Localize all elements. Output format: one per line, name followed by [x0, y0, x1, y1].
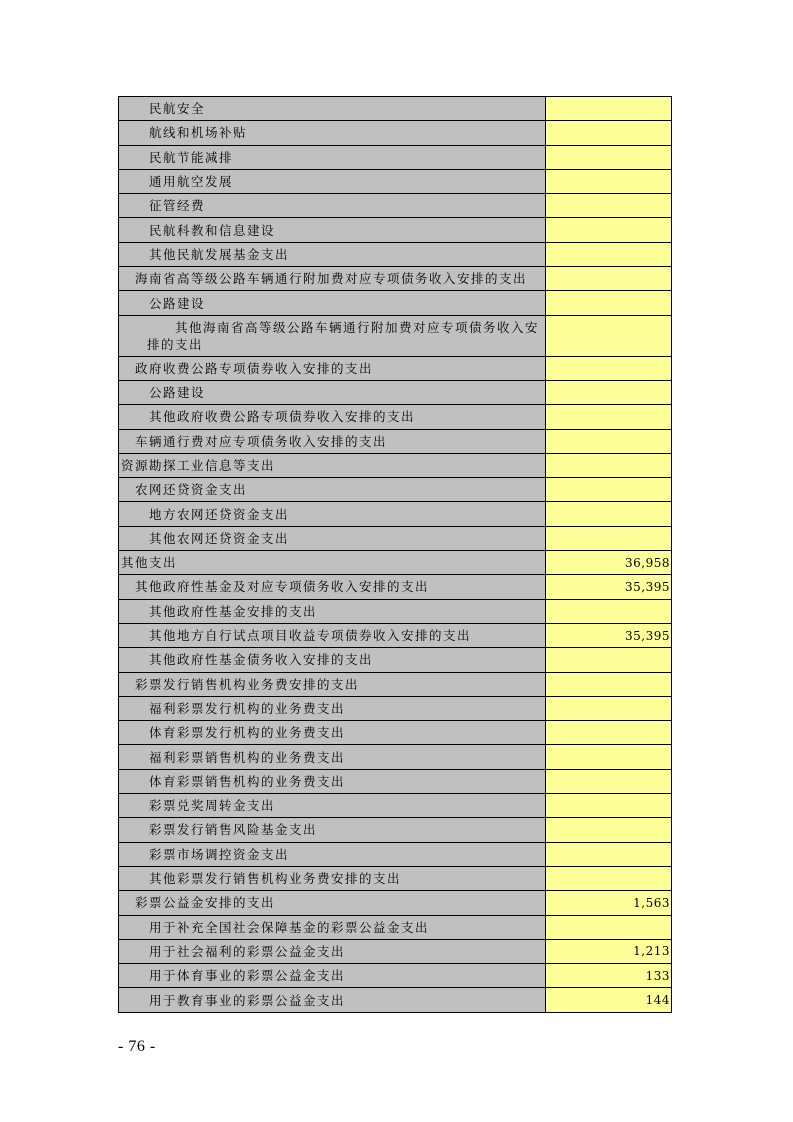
- table-row: [119, 526, 672, 550]
- table-row: [119, 672, 672, 696]
- item-name-cell: [119, 291, 546, 315]
- item-name: 民航节能减排: [149, 149, 234, 165]
- amount-cell: [546, 169, 672, 193]
- amount-cell: [546, 242, 672, 266]
- amount-cell: [546, 526, 672, 550]
- table-row: [119, 915, 672, 939]
- amount-cell: [546, 818, 672, 842]
- table-row: [119, 648, 672, 672]
- table-row: [119, 218, 672, 242]
- table-row: [119, 623, 672, 647]
- item-name-cell: [119, 891, 546, 915]
- amount-cell: [546, 478, 672, 502]
- table-row: [119, 315, 672, 356]
- item-name-cell: [119, 356, 546, 380]
- amount-cell: [546, 842, 672, 866]
- item-name: 民航安全: [149, 101, 206, 117]
- item-name-cell: [119, 478, 546, 502]
- amount-cell: 36,958: [546, 551, 672, 575]
- table-row: [119, 599, 672, 623]
- amount-cell: [546, 721, 672, 745]
- item-name: 公路建设: [149, 295, 206, 311]
- item-name-cell: [119, 721, 546, 745]
- item-name: 其他地方自行试点项目收益专项债券收入安排的支出: [149, 628, 472, 644]
- item-name-cell: [119, 97, 546, 121]
- item-name: 用于社会福利的彩票公益金支出: [149, 943, 346, 959]
- table-row: [119, 551, 672, 575]
- table-row: [119, 866, 672, 890]
- item-name: 彩票公益金安排的支出: [135, 895, 276, 911]
- table-row: [119, 291, 672, 315]
- item-name: 福利彩票销售机构的业务费支出: [149, 749, 346, 765]
- item-name-cell: [119, 405, 546, 429]
- amount-cell: [546, 194, 672, 218]
- item-name: 其他政府收费公路专项债券收入安排的支出: [149, 409, 416, 425]
- amount-cell: [546, 769, 672, 793]
- item-name-cell: [119, 575, 546, 599]
- item-name: 其他支出: [121, 555, 178, 571]
- item-name-cell: [119, 623, 546, 647]
- amount-cell: [546, 267, 672, 291]
- item-name: 用于体育事业的彩票公益金支出: [149, 968, 346, 984]
- item-name-cell: [119, 745, 546, 769]
- amount-cell: 144: [546, 988, 672, 1012]
- amount-cell: [546, 356, 672, 380]
- table-row: [119, 988, 672, 1012]
- table-row: [119, 696, 672, 720]
- amount-cell: [546, 218, 672, 242]
- item-name-cell: [119, 988, 546, 1012]
- table-row: [119, 453, 672, 477]
- table-row: [119, 242, 672, 266]
- table-body: [119, 97, 672, 1013]
- table-row: [119, 267, 672, 291]
- item-name: 用于教育事业的彩票公益金支出: [149, 992, 346, 1008]
- item-name-cell: [119, 169, 546, 193]
- item-name-cell: [119, 939, 546, 963]
- item-name-cell: [119, 818, 546, 842]
- item-name: 农网还贷资金支出: [135, 482, 248, 498]
- item-name-cell: [119, 769, 546, 793]
- expenditure-table-container: [118, 96, 671, 1013]
- table-row: [119, 721, 672, 745]
- table-row: [119, 121, 672, 145]
- item-name-cell: [119, 218, 546, 242]
- item-name: 征管经费: [149, 198, 206, 214]
- item-name-cell: [119, 964, 546, 988]
- item-name-cell: [119, 599, 546, 623]
- item-name-cell: [119, 696, 546, 720]
- item-name-cell: [119, 551, 546, 575]
- item-name: 用于补充全国社会保障基金的彩票公益金支出: [149, 919, 430, 935]
- table-row: [119, 429, 672, 453]
- item-name-cell: [119, 866, 546, 890]
- item-name-cell: [119, 842, 546, 866]
- amount-cell: [546, 291, 672, 315]
- item-name-cell: [119, 429, 546, 453]
- item-name: 彩票发行销售机构业务费安排的支出: [135, 676, 360, 692]
- item-name-cell: [119, 267, 546, 291]
- table-row: [119, 818, 672, 842]
- table-row: [119, 842, 672, 866]
- item-name-cell: [119, 380, 546, 404]
- item-name-cell: [119, 315, 546, 356]
- item-name: 其他彩票发行销售机构业务费安排的支出: [149, 871, 402, 887]
- amount-cell: [546, 745, 672, 769]
- item-name: 其他政府性基金安排的支出: [149, 603, 318, 619]
- item-name-cell: [119, 194, 546, 218]
- item-name-cell: [119, 648, 546, 672]
- expenditure-table: [118, 96, 672, 1013]
- amount-cell: [546, 672, 672, 696]
- amount-cell: [546, 97, 672, 121]
- table-row: [119, 502, 672, 526]
- item-name-cell: [119, 672, 546, 696]
- item-name-cell: [119, 502, 546, 526]
- amount-cell: [546, 866, 672, 890]
- amount-cell: 133: [546, 964, 672, 988]
- amount-cell: [546, 915, 672, 939]
- table-row: [119, 356, 672, 380]
- amount-cell: [546, 121, 672, 145]
- item-name: 航线和机场补贴: [149, 125, 248, 141]
- page-number: - 76 -: [118, 1038, 156, 1055]
- item-name-cell: [119, 526, 546, 550]
- amount-cell: [546, 453, 672, 477]
- item-name-cell: [119, 242, 546, 266]
- item-name: 其他政府性基金及对应专项债务收入安排的支出: [135, 579, 430, 595]
- table-row: [119, 194, 672, 218]
- amount-cell: 35,395: [546, 623, 672, 647]
- table-row: [119, 145, 672, 169]
- amount-cell: [546, 794, 672, 818]
- item-name-cell: [119, 915, 546, 939]
- item-name: 资源勘探工业信息等支出: [121, 458, 276, 473]
- table-row: [119, 575, 672, 599]
- table-row: [119, 964, 672, 988]
- table-row: [119, 380, 672, 404]
- table-row: [119, 405, 672, 429]
- amount-cell: [546, 502, 672, 526]
- amount-cell: [546, 648, 672, 672]
- amount-cell: [546, 429, 672, 453]
- item-name-cell: [119, 145, 546, 169]
- table-row: [119, 769, 672, 793]
- item-name: 车辆通行费对应专项债务收入安排的支出: [135, 433, 388, 449]
- table-row: [119, 794, 672, 818]
- table-row: [119, 169, 672, 193]
- item-name: 其他民航发展基金支出: [149, 246, 290, 262]
- item-name-cell: [119, 453, 546, 477]
- item-name: 彩票发行销售风险基金支出: [149, 822, 318, 838]
- table-row: [119, 939, 672, 963]
- amount-cell: 1,563: [546, 891, 672, 915]
- amount-cell: [546, 145, 672, 169]
- table-row: [119, 97, 672, 121]
- item-name: 其他政府性基金债务收入安排的支出: [149, 652, 374, 668]
- amount-cell: [546, 380, 672, 404]
- item-name-cell: [119, 121, 546, 145]
- table-row: [119, 478, 672, 502]
- item-name: 通用航空发展: [149, 174, 234, 190]
- item-name: 海南省高等级公路车辆通行附加费对应专项债务收入安排的支出: [135, 271, 528, 287]
- table-row: [119, 891, 672, 915]
- amount-cell: [546, 315, 672, 356]
- item-name: 政府收费公路专项债券收入安排的支出: [135, 360, 374, 376]
- item-name: 彩票兑奖周转金支出: [149, 798, 276, 814]
- amount-cell: 35,395: [546, 575, 672, 599]
- item-name: 公路建设: [149, 385, 206, 401]
- item-name: 彩票市场调控资金支出: [149, 846, 290, 862]
- amount-cell: [546, 599, 672, 623]
- item-name: 地方农网还贷资金支出: [149, 506, 290, 522]
- amount-cell: [546, 696, 672, 720]
- item-name: 体育彩票销售机构的业务费支出: [149, 773, 346, 789]
- item-name: 其他农网还贷资金支出: [149, 530, 290, 546]
- item-name: 其他海南省高等级公路车辆通行附加费对应专项债务收入安排的支出: [147, 319, 540, 352]
- item-name: 体育彩票发行机构的业务费支出: [149, 725, 346, 741]
- item-name: 福利彩票发行机构的业务费支出: [149, 700, 346, 716]
- item-name: 民航科教和信息建设: [149, 222, 276, 238]
- amount-cell: [546, 405, 672, 429]
- amount-cell: 1,213: [546, 939, 672, 963]
- item-name-cell: [119, 794, 546, 818]
- table-row: [119, 745, 672, 769]
